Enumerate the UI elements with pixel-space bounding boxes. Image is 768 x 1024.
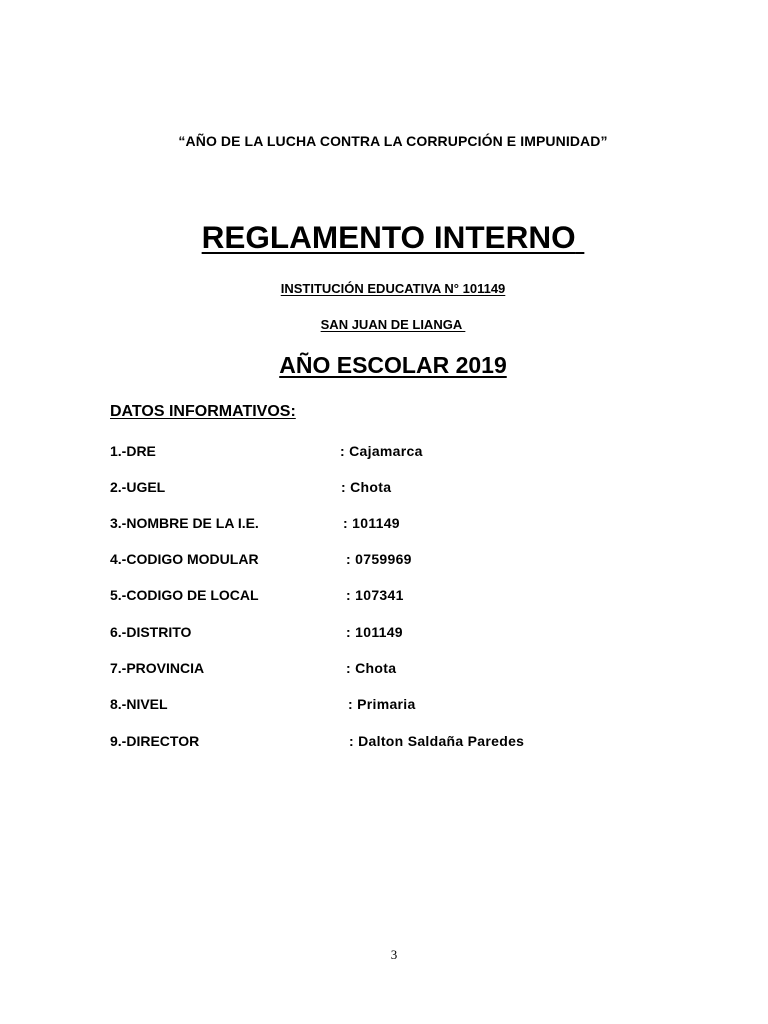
- document-title-text: REGLAMENTO INTERNO: [201, 219, 576, 255]
- info-label: 5.-CODIGO DE LOCAL: [110, 587, 259, 603]
- school-year-heading: [0, 352, 768, 379]
- page-number: 3: [390, 947, 398, 962]
- institution-name: [0, 281, 768, 296]
- institution-name-text: INSTITUCIÓN EDUCATIVA N° 101149: [280, 281, 506, 296]
- info-label: 2.-UGEL: [110, 479, 166, 495]
- info-value: : 101149: [343, 515, 400, 531]
- section-heading-datos-informativos: DATOS INFORMATIVOS:: [110, 403, 296, 420]
- info-label: 8.-NIVEL: [110, 696, 168, 712]
- info-value: : Cajamarca: [340, 443, 423, 459]
- info-label: 1.-DRE: [110, 443, 156, 459]
- info-value: : Primaria: [348, 696, 416, 712]
- info-label: 4.-CODIGO MODULAR: [110, 551, 259, 567]
- school-year-text: AÑO ESCOLAR 2019: [279, 352, 507, 378]
- place-name-text: SAN JUAN DE LIANGA: [320, 317, 466, 332]
- info-label: 7.-PROVINCIA: [110, 660, 205, 676]
- info-value: : 107341: [346, 587, 404, 603]
- title-trailing-space: [576, 219, 585, 255]
- info-value: : Dalton Saldaña Paredes: [349, 733, 525, 749]
- info-label: 9.-DIRECTOR: [110, 733, 200, 749]
- info-value: : 0759969: [346, 551, 412, 567]
- info-label: 6.-DISTRITO: [110, 624, 192, 640]
- info-value: : 101149: [346, 624, 403, 640]
- place-name: [0, 317, 768, 332]
- info-label: 3.-NOMBRE DE LA I.E.: [110, 515, 259, 531]
- info-value: : Chota: [346, 660, 397, 676]
- year-motto: “AÑO DE LA LUCHA CONTRA LA CORRUPCIÓN E IMPUNIDAD”: [178, 133, 608, 149]
- document-title: [0, 219, 768, 256]
- info-value: : Chota: [341, 479, 392, 495]
